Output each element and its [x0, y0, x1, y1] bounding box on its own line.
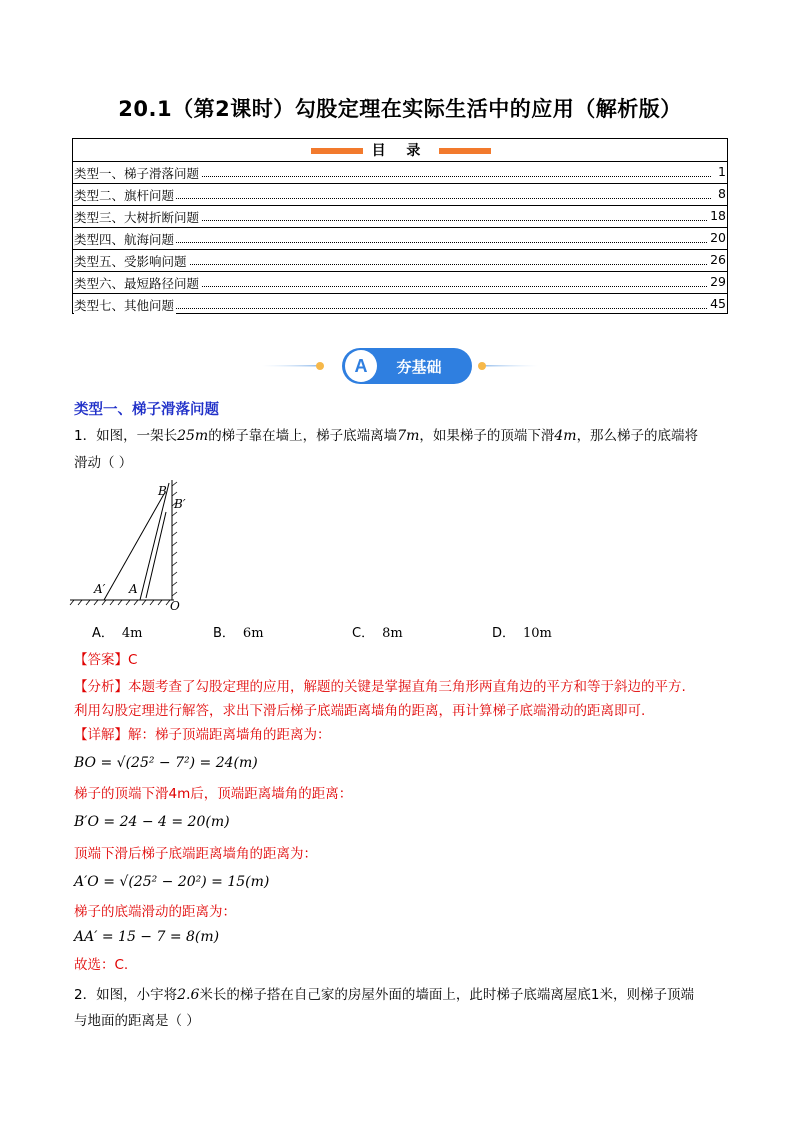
detail-step2: 梯子的顶端下滑4m后，顶端距离墙角的距离： — [74, 786, 353, 802]
option-a[interactable] — [92, 622, 143, 641]
option-b[interactable] — [213, 622, 264, 641]
option-letter: D． — [492, 626, 516, 641]
toc-item-label: 类型二、旗杆问题 — [74, 188, 175, 203]
page-title: 20.1（第2课时）勾股定理在实际生活中的应用（解析版） — [118, 97, 682, 121]
q1-text: 1．如图，一架长 — [74, 428, 178, 444]
option-value: 8m — [382, 626, 403, 641]
figure-label-a-prime: A′ — [94, 582, 106, 596]
q1-slide: 4m — [554, 428, 577, 444]
analysis-line2: 利用勾股定理进行解答，求出下滑后梯子底端距离墙角的距离，再计算梯子底端滑动的距离即可. — [74, 703, 646, 719]
banner-badge: A — [354, 356, 368, 376]
toc-item-page: 18 — [710, 208, 726, 223]
option-value: 6m — [242, 626, 264, 641]
toc-item-page: 45 — [710, 296, 726, 311]
option-letter: B． — [213, 626, 235, 641]
question-1-stem-line2: 滑动（ ） — [74, 455, 133, 471]
toc-item-page: 26 — [710, 252, 726, 267]
ladder-figure — [66, 476, 196, 612]
detail-step3: 顶端下滑后梯子底端距离墙角的距离为： — [74, 846, 317, 862]
toc-item[interactable] — [73, 271, 727, 294]
toc-item-label: 类型六、最短路径问题 — [74, 276, 200, 291]
equation-4: AA′ = 15 − 7 = 8(m) — [74, 929, 220, 945]
question-1-stem — [74, 426, 734, 446]
option-value: 4m — [121, 626, 143, 641]
toc-item-label: 类型五、受影响问题 — [74, 254, 187, 269]
option-value: 10m — [523, 626, 552, 641]
q2-text: 米长的梯子搭在自己家的房屋外面的墙面上，此时梯子底端离屋底1米，则梯子顶端 — [199, 987, 694, 1003]
equation-1: BO = √(25² − 7²) = 24(m) — [74, 755, 258, 771]
toc-item[interactable] — [73, 161, 727, 184]
analysis-line1: 【分析】本题考查了勾股定理的应用，解题的关键是掌握直角三角形两直角边的平方和等于斜边的平方. — [74, 679, 686, 695]
q1-text: ，那么梯子的底端将 — [576, 428, 699, 444]
option-letter: C． — [352, 626, 375, 641]
toc-item[interactable] — [73, 249, 727, 272]
section-heading: 类型一、梯子滑落问题 — [74, 402, 219, 418]
q2-length: 2.6 — [177, 987, 200, 1003]
level-banner — [262, 338, 538, 394]
toc-item-page: 1 — [718, 164, 726, 179]
option-c[interactable] — [352, 622, 403, 641]
detail-intro: 【详解】解：梯子顶端距离墙角的距离为： — [74, 727, 331, 743]
banner-label: 夯基础 — [396, 358, 442, 376]
figure-label-b-prime: B′ — [174, 497, 186, 511]
final-choice: 故选：C. — [74, 957, 129, 973]
banner-dot-left-icon — [316, 362, 324, 370]
q1-text: ，如果梯子的顶端下滑 — [419, 428, 555, 444]
answer: 【答案】C — [74, 652, 138, 668]
figure-label-b: B — [158, 484, 167, 498]
question-2-stem-line2: 与地面的距离是（ ） — [74, 1013, 200, 1029]
option-d[interactable] — [492, 622, 552, 641]
option-letter: A． — [92, 626, 114, 641]
toc-item[interactable] — [73, 293, 727, 315]
equation-2: B′O = 24 − 4 = 20(m) — [74, 814, 230, 830]
q2-text: 2．如图，小宇将 — [74, 987, 178, 1003]
q1-distance: 7m — [397, 428, 420, 444]
question-2-stem — [74, 985, 744, 1005]
toc-heading: 目 录 — [371, 143, 429, 159]
toc-item[interactable] — [73, 227, 727, 250]
equation-3: A′O = √(25² − 20²) = 15(m) — [74, 874, 270, 890]
toc-item-label: 类型七、其他问题 — [74, 298, 175, 313]
toc-item-page: 8 — [718, 186, 726, 201]
q1-length: 25m — [177, 428, 209, 444]
toc-item[interactable] — [73, 205, 727, 228]
toc-item-label: 类型四、航海问题 — [74, 232, 175, 247]
banner-dot-right-icon — [478, 362, 486, 370]
figure-label-a: A — [129, 582, 138, 596]
toc-item-page: 20 — [710, 230, 726, 245]
toc-item-label: 类型三、大树折断问题 — [74, 210, 200, 225]
toc-item-page: 29 — [710, 274, 726, 289]
detail-step4: 梯子的底端滑动的距离为： — [74, 904, 236, 920]
toc-item[interactable] — [73, 183, 727, 206]
figure-label-o: O — [170, 599, 180, 612]
q1-text: 的梯子靠在墙上，梯子底端离墙 — [208, 428, 398, 444]
toc-header — [73, 139, 727, 162]
toc-item-label: 类型一、梯子滑落问题 — [74, 166, 200, 181]
toc-decor-bar-right — [439, 148, 491, 154]
table-of-contents — [72, 138, 728, 314]
